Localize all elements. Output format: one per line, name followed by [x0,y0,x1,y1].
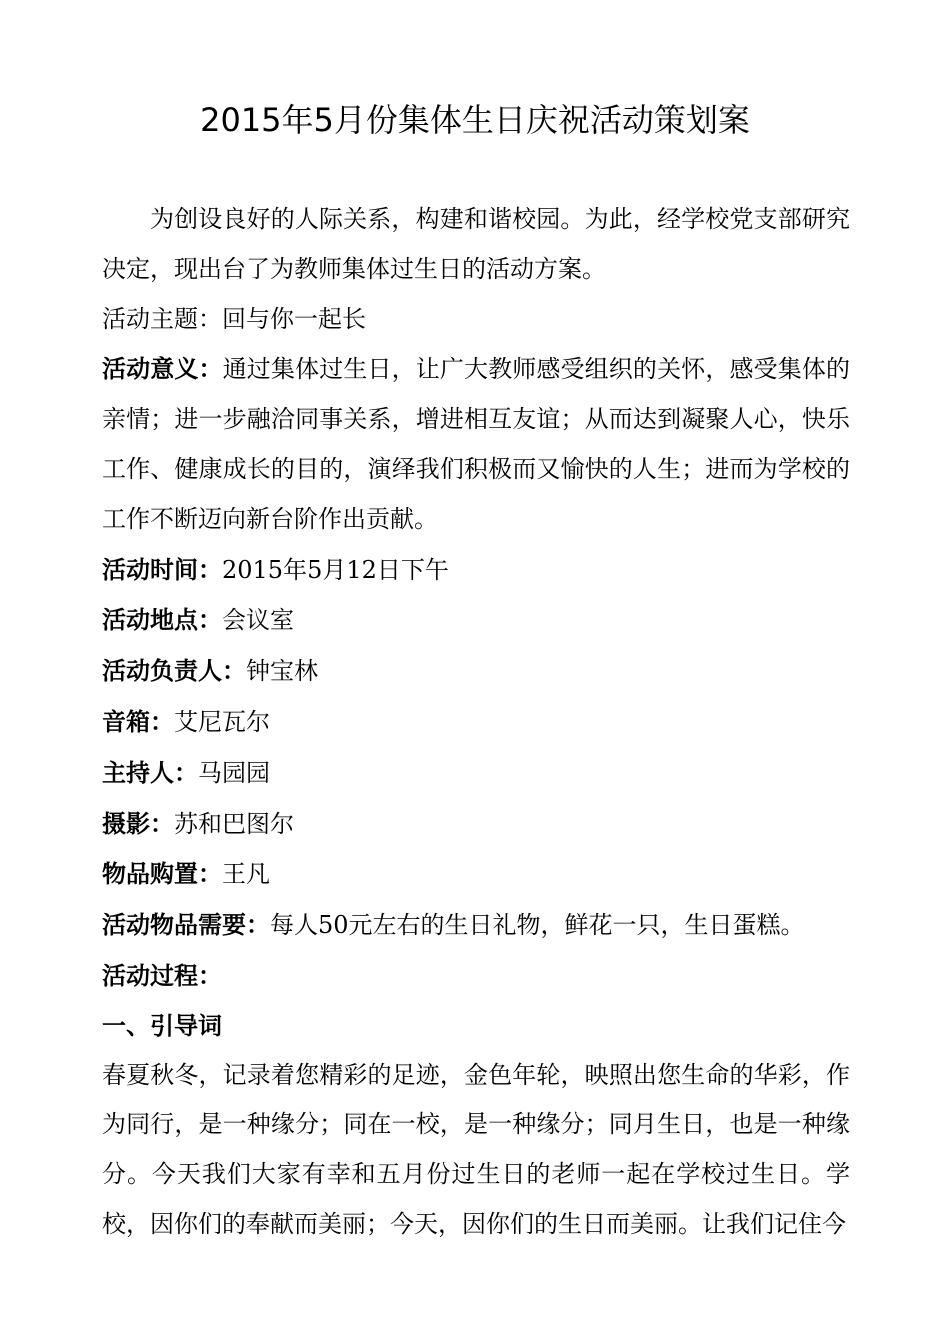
leader-label: 活动负责人： [102,656,246,686]
section-one-paragraph: 春夏秋冬，记录着您精彩的足迹，金色年轮，映照出您生命的华彩，作为同行，是一种缘分；同在一校，是一种缘分；同月生日，也是一种缘分。今天我们大家有幸和五月份过生日的老师一起在学校过生日。学校，因你们的奉献而美丽；今天，因你们的生日而美丽。让我们记住今 [102,1060,850,1238]
purchase-label: 物品购置： [102,859,222,889]
host-value: 马园园 [198,758,270,787]
intro-paragraph: 为创设良好的人际关系，构建和谐校园。为此，经学校党支部研究决定，现出台了为教师集体过生日的活动方案。 [102,205,850,283]
photo-value: 苏和巴图尔 [174,809,294,838]
meaning-text: 通过集体过生日，让广大教师感受组织的关怀，感受集体的亲情；进一步融洽同事关系，增进相互友谊；从而达到凝聚人心，快乐工作、健康成长的目的，演绎我们积极而又愉快的人生；进而为学校的工作不断迈向新台阶作出贡献。 [102,355,851,533]
audio-value: 艾尼瓦尔 [174,707,270,736]
leader-line [102,646,850,697]
items-line [102,900,850,951]
document-title: 2015年5月份集体生日庆祝活动策划案 [200,101,750,139]
place-label: 活动地点： [102,605,222,635]
section-one-heading: 一、引导词 [102,1010,222,1040]
place-line [102,595,850,646]
time-label: 活动时间： [102,554,222,584]
host-line [102,748,850,799]
photo-line [102,799,850,850]
time-line [102,545,850,596]
leader-value: 钟宝林 [246,657,318,686]
theme-line: 活动主题：回与你一起长 [102,304,366,333]
audio-label: 音箱： [102,706,174,736]
meaning-label: 活动意义： [102,354,223,384]
items-label: 活动物品需要： [102,910,270,940]
meaning-paragraph [102,344,850,544]
host-label: 主持人： [102,757,198,787]
audio-line [102,697,850,748]
purchase-value: 王凡 [222,860,270,889]
purchase-line [102,849,850,900]
document-body [102,195,850,1250]
items-value: 每人50元左右的生日礼物，鲜花一只，生日蛋糕。 [270,911,805,940]
time-value: 2015年5月12日下午 [222,555,449,584]
place-value: 会议室 [222,606,294,635]
process-heading: 活动过程： [102,960,222,990]
photo-label: 摄影： [102,808,174,838]
